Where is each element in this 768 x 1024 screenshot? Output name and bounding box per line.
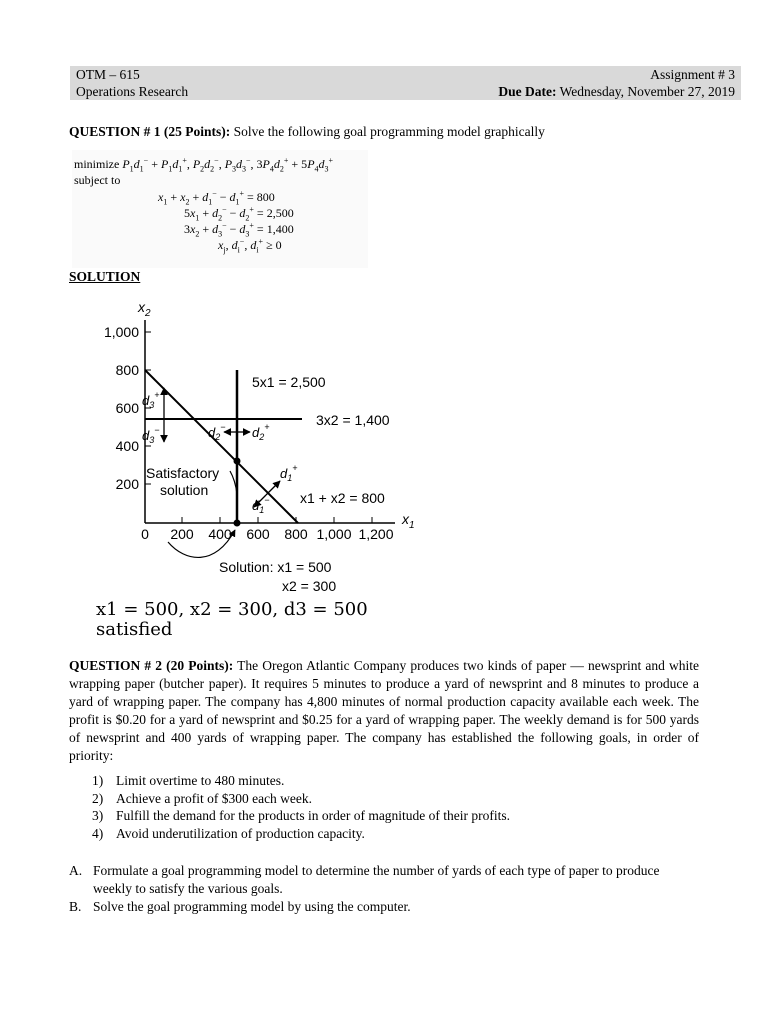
satisfactory-label-2: solution <box>160 482 209 498</box>
part-a: A. Formulate a goal programming model to determine the number of yards of each type of paper to produce weekly to satisfy the various goals. <box>69 863 660 896</box>
objective-word: minimize <box>74 157 120 171</box>
x-tick-label: 200 <box>170 526 194 542</box>
due-label: Due Date: <box>498 84 557 99</box>
question-2-text: The Oregon Atlantic Company produces two kinds of paper — newsprint and white wrapping paper (butcher paper). It requires 5 minutes to produce a yard of newsprint and 8 minutes to produce a yard of wrapping paper. The company has 4,800 minutes of normal production capacity available each week. The profit is $0.20 for a yard of newsprint and $0.25 for a yard of wrapping paper. The weekly demand is for 500 yards of newsprint and 400 yards of wrapping paper. The company has established the following goals, in order of priority: <box>69 658 699 763</box>
header-row-1 <box>70 66 741 83</box>
part-b: B. Solve the goal programming model by using the computer. <box>69 899 411 914</box>
due-date <box>498 83 735 100</box>
course-code: OTM – 615 <box>76 67 140 82</box>
label-3x2: 3x2 = 1,400 <box>316 412 390 428</box>
goals-list <box>92 772 510 842</box>
goal-item: 2) Achieve a profit of $300 each week. <box>92 790 313 806</box>
y-tick-label: 400 <box>115 438 139 454</box>
subject-to: subject to <box>74 173 121 187</box>
constraint-2: $5x_1 + d_2^- - d_2^+ = 2,500$ <box>184 205 294 223</box>
label-5x1: 5x1 = 2,500 <box>252 374 326 390</box>
x-tick-label: 600 <box>246 526 270 542</box>
course-name: Operations Research <box>76 84 189 99</box>
y-ticks <box>104 324 151 492</box>
axis-point <box>234 520 241 527</box>
objective-line: minimize $P_1d_1^- + P_1d_1^+$, $P_2d_2^-$, $P_3d_3^-$, $3P_4d_2^+ + 5P_4d_3^+$ <box>74 156 334 174</box>
x-tick-label: 800 <box>284 526 308 542</box>
question-1-label: QUESTION # 1 (25 Points): <box>69 124 231 139</box>
satisfactory-label-1: Satisfactory <box>146 465 220 481</box>
goal-item: 3) Fulfill the demand for the products in order of magnitude of their profits. <box>92 808 511 823</box>
x-tick-label: 1,000 <box>316 526 352 542</box>
x-tick-label: 1,200 <box>358 526 394 542</box>
y-tick-label: 800 <box>115 362 139 378</box>
constraint-1: $x_1 + x_2 + d_1^- - d_1^+ = 800$ <box>158 189 275 207</box>
d3-plus-label: $d_3^+$ <box>142 390 160 410</box>
nonnegativity: $x_j$, $d_i^-$, $d_i^+ \ge 0$ <box>218 237 282 255</box>
question-1-text: Solve the following goal programming model graphically <box>233 124 545 139</box>
label-x1x2: x1 + x2 = 800 <box>300 490 385 506</box>
question-2-label: QUESTION # 2 (20 Points): <box>69 658 234 673</box>
d1-plus-label: $d_1^+$ <box>280 463 298 483</box>
d2-minus-label: $d_2^-$ <box>208 422 226 442</box>
solution-heading-text: SOLUTION <box>69 269 141 284</box>
arrow-d1-plus <box>266 481 280 495</box>
result-line-2: satisfied <box>96 619 173 640</box>
assignment-number: Assignment # 3 <box>650 67 735 82</box>
solution-point <box>234 458 241 465</box>
goal-item: 1) Limit overtime to 480 minutes. <box>92 773 285 788</box>
solution-label-1: Solution: x1 = 500 <box>219 559 332 575</box>
x-ticks <box>141 517 394 542</box>
goal-programming-model <box>72 150 368 268</box>
question-2 <box>69 657 699 765</box>
y-tick-label: 200 <box>115 476 139 492</box>
x-tick-label: 400 <box>208 526 232 542</box>
d3-minus-label: $d_3^-$ <box>142 425 160 445</box>
d1-minus-label: $d_1^-$ <box>252 495 270 515</box>
header-row-2 <box>70 83 741 100</box>
y-axis-label: $x_2$ <box>138 299 151 319</box>
x-axis-label: $x_1$ <box>402 511 415 531</box>
y-tick-label: 1,000 <box>103 324 139 340</box>
x-tick-label: 0 <box>141 526 149 542</box>
nonneg-rhs: ≥ 0 <box>266 238 282 252</box>
constraint-1-rhs: = 800 <box>247 190 275 204</box>
constraint-3-rhs: = 1,400 <box>256 222 294 236</box>
solution-label-2: x2 = 300 <box>282 578 337 594</box>
result-line-1: x1 = 500, x2 = 300, d3 = 500 <box>96 599 368 620</box>
question-1 <box>69 123 699 141</box>
result <box>96 600 368 640</box>
solution-graph <box>90 292 430 607</box>
goal-item: 4) Avoid underutilization of production capacity. <box>92 825 365 841</box>
constraint-3: $3x_2 + d_3^- - d_3^+ = 1,400$ <box>184 221 294 239</box>
due-value: Wednesday, November 27, 2019 <box>559 84 735 99</box>
d2-plus-label: $d_2^+$ <box>252 422 270 442</box>
line-x1-plus-x2 <box>145 370 298 523</box>
solution-heading <box>69 268 699 286</box>
y-tick-label: 600 <box>115 400 139 416</box>
constraint-2-rhs: = 2,500 <box>256 206 294 220</box>
